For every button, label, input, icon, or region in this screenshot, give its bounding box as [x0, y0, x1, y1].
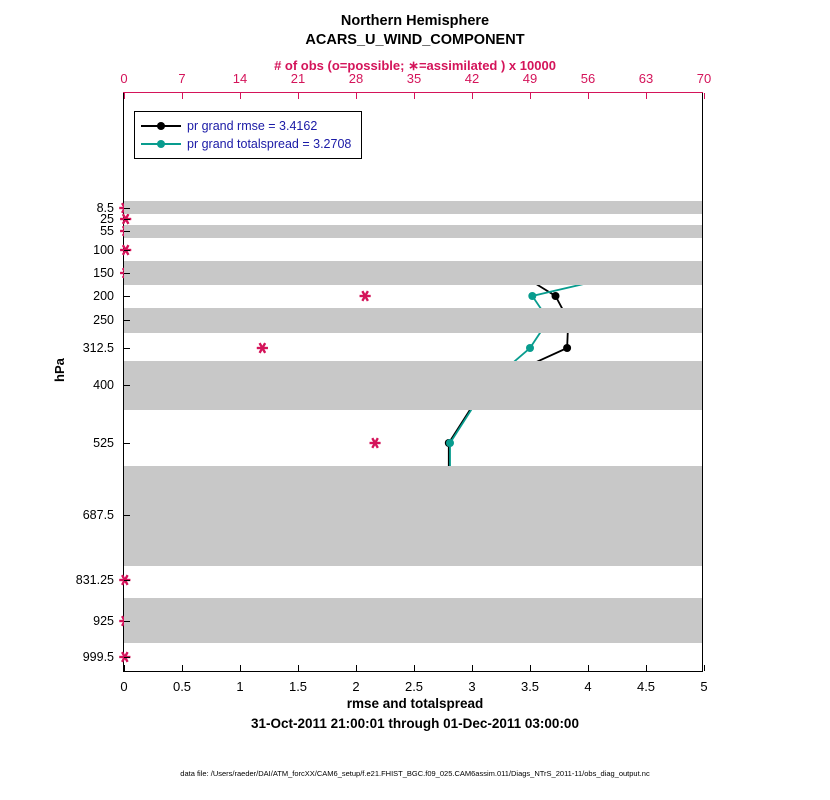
legend-label: pr grand rmse = 3.4162: [187, 119, 318, 133]
series-point: [526, 344, 534, 352]
obs-tick-label: 21: [290, 71, 306, 86]
obs-tick: [240, 93, 241, 99]
legend-label: pr grand totalspread = 3.2708: [187, 137, 352, 151]
x-tick: [704, 665, 705, 671]
y-tick: [124, 580, 130, 581]
y-tick-label: 687.5: [82, 508, 114, 522]
obs-tick: [588, 93, 589, 99]
x-tick-label: 1.5: [288, 679, 308, 694]
pressure-band: [124, 261, 702, 285]
x-tick: [298, 665, 299, 671]
pressure-band: [124, 201, 702, 214]
data-file-footer: data file: /Users/raeder/DAI/ATM_forcXX/CAM6_setup/f.e21.FHIST_BGC.f09_025.CAM6assim.011/Diags_NTrS_2011-11/obs_diag_output.nc: [180, 769, 650, 778]
obs-tick-label: 7: [178, 71, 186, 86]
y-tick: [124, 208, 130, 209]
y-tick: [124, 348, 130, 349]
assimilated-obs-marker: [257, 343, 268, 353]
obs-tick: [298, 93, 299, 99]
x-tick: [240, 665, 241, 671]
y-tick: [124, 231, 130, 232]
y-tick: [124, 250, 130, 251]
y-tick: [124, 219, 130, 220]
y-tick-label: 400: [93, 378, 114, 392]
x-tick: [530, 665, 531, 671]
series-point: [446, 439, 454, 447]
y-tick-label: 312.5: [82, 341, 114, 355]
obs-tick: [530, 93, 531, 99]
y-axis-title: hPa: [52, 358, 67, 382]
obs-label-pre: # of obs (o=possible;: [274, 58, 409, 73]
obs-tick: [124, 93, 125, 99]
obs-tick-label: 35: [406, 71, 422, 86]
y-tick: [124, 515, 130, 516]
obs-label-post: =assimilated ) x 10000: [418, 58, 556, 73]
x-axis-title: rmse and totalspread: [346, 696, 484, 711]
y-tick-label: 250: [93, 313, 114, 327]
obs-tick-label: 42: [464, 71, 480, 86]
x-tick-label: 4.5: [636, 679, 656, 694]
x-tick: [182, 665, 183, 671]
legend-item: [141, 117, 351, 135]
legend-swatch: [141, 138, 181, 150]
y-tick: [124, 621, 130, 622]
y-tick-label: 8.5: [96, 201, 114, 215]
legend-swatch: [141, 120, 181, 132]
x-tick-label: 3.5: [520, 679, 540, 694]
y-tick: [124, 273, 130, 274]
y-tick: [124, 320, 130, 321]
pressure-band: [124, 598, 702, 643]
x-tick-label: 2: [352, 679, 360, 694]
obs-tick-label: 14: [232, 71, 248, 86]
obs-tick: [704, 93, 705, 99]
x-tick-label: 0: [120, 679, 128, 694]
y-tick-label: 55: [100, 224, 114, 238]
y-tick-label: 999.5: [82, 650, 114, 664]
y-tick-label: 831.25: [75, 573, 114, 587]
chart-title: [0, 12, 830, 50]
x-tick-label: 2.5: [404, 679, 424, 694]
x-tick: [124, 665, 125, 671]
series-point: [552, 292, 560, 300]
obs-tick: [182, 93, 183, 99]
y-tick: [124, 296, 130, 297]
y-tick-label: 925: [93, 614, 114, 628]
obs-tick-label: 70: [696, 71, 712, 86]
obs-tick-label: 49: [522, 71, 538, 86]
series-point: [528, 292, 536, 300]
obs-tick-label: 63: [638, 71, 654, 86]
obs-tick-label: 56: [580, 71, 596, 86]
obs-tick: [472, 93, 473, 99]
title-line-1: Northern Hemisphere: [340, 13, 490, 29]
y-tick: [124, 385, 130, 386]
obs-axis-line: [123, 92, 703, 93]
obs-tick: [646, 93, 647, 99]
y-tick: [124, 443, 130, 444]
pressure-band: [124, 466, 702, 566]
legend: [134, 111, 362, 159]
obs-tick-label: 28: [348, 71, 364, 86]
pressure-band: [124, 225, 702, 238]
x-tick-label: 0.5: [172, 679, 192, 694]
obs-tick: [356, 93, 357, 99]
x-tick-label: 5: [700, 679, 708, 694]
x-tick-label: 3: [468, 679, 476, 694]
y-tick-label: 25: [100, 212, 114, 226]
legend-item: [141, 135, 351, 153]
y-tick-label: 525: [93, 436, 114, 450]
x-tick: [646, 665, 647, 671]
date-range-label: 31-Oct-2011 21:00:01 through 01-Dec-2011 03:00:00: [251, 716, 579, 731]
x-tick-label: 1: [236, 679, 244, 694]
x-tick-label: 4: [584, 679, 592, 694]
x-tick: [472, 665, 473, 671]
y-tick-label: 100: [93, 243, 114, 257]
assimilated-star-icon: ∗: [408, 58, 419, 73]
title-line-2: ACARS_U_WIND_COMPONENT: [305, 32, 525, 48]
series-point: [563, 344, 571, 352]
pressure-band: [124, 361, 702, 410]
x-tick: [588, 665, 589, 671]
x-tick: [414, 665, 415, 671]
assimilated-obs-marker: [370, 438, 381, 448]
plot-area: [75, 71, 712, 694]
assimilated-obs-marker: [360, 291, 371, 301]
obs-tick: [414, 93, 415, 99]
y-tick-label: 150: [93, 266, 114, 280]
obs-tick-label: 0: [120, 71, 128, 86]
y-tick-label: 200: [93, 289, 114, 303]
pressure-band: [124, 308, 702, 333]
y-tick: [124, 657, 130, 658]
x-tick: [356, 665, 357, 671]
